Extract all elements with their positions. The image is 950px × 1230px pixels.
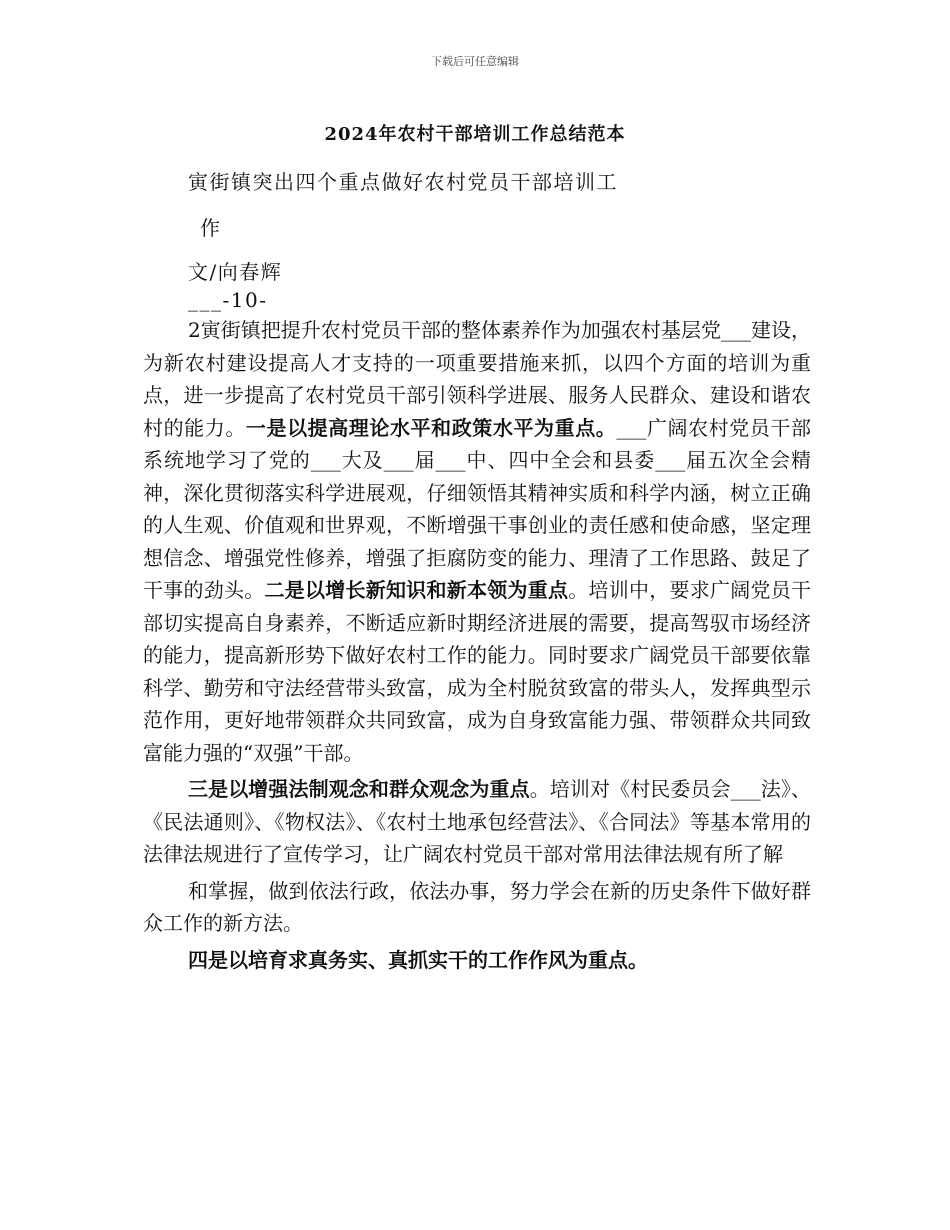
paragraph-3	[143, 875, 811, 940]
document-body	[143, 314, 811, 976]
paragraph-2-bold-heading: 三是以增强法制观念和群众观念为重点	[188, 777, 530, 801]
author-line: 文/向春辉	[188, 260, 283, 284]
paragraph-2-text: 。培训对《村民委员会___法》、《民法通则》、《物权法》、《农村土地承包经营法》、《合同法》等基本常用的法律法规进行了宣传学习，让广阔农村党员干部对常用法律法规有所了解	[143, 777, 812, 866]
page-header: 下载后可任意编辑	[431, 55, 519, 68]
paragraph-1	[143, 314, 811, 769]
paragraph-1-text-e: 。培训中，要求广阔党员干部切实提高自身素养，不断适应新时期经济进展的需要，提高驾驭市场经济的能力，提高新形势下做好农村工作的能力。同时要求广阔党员干部要依靠科学、勤劳和守法经营带头致富，成为全村脱贫致富的带头人，发挥典型示范作用，更好地带领群众共同致富，成为自身致富能力强、带领群众共同致富能力强的“双强”干部。	[143, 578, 811, 765]
subtitle-line-2: 作	[200, 216, 222, 240]
paragraph-3-text: 和掌握，做到依法行政，依法办事，努力学会在新的历史条件下做好群众工作的新方法。	[143, 878, 811, 935]
paragraph-1-bold-heading-1: 一是以提高理论水平和政策水平为重点。	[245, 415, 617, 440]
paragraph-1-text-c: ___广阔农村党员干部系统地学习了党的___大及___届___中、四中全会和县委___届五次全会精神，深化贯彻落实科学进展观，仔细领悟其精神实质和科学内涵，树立正确的人生观、价值观和世界观，不断增强干事创业的责任感和使命感，坚定理想信念、增强党性修养，增强了拒腐防变的能力、理清了工作思路、鼓足了干事的劲头。	[143, 415, 812, 602]
paragraph-1-text-a: 2寅街镇把提升农村党员干部的整体素养作为加强农村基层党___建设，为新农村建设提高人才支持的一项重要措施来抓，以四个方面的培训为重点，进一步提高了农村党员干部引领科学进展、服务人民群众、建设和谐农村的能力。	[143, 318, 811, 440]
subtitle-line-1: 寅街镇突出四个重点做好农村党员干部培训工	[188, 170, 618, 194]
paragraph-1-bold-heading-2: 二是以增长新知识和新本领为重点	[264, 578, 569, 602]
paragraph-4	[143, 944, 811, 977]
paragraph-4-bold-heading: 四是以培育求真务实、真抓实干的工作作风为重点。	[188, 947, 648, 972]
document-title: 2024年农村干部培训工作总结范本	[324, 124, 626, 145]
date-line: ___-10-	[188, 288, 268, 312]
paragraph-2	[143, 773, 811, 871]
